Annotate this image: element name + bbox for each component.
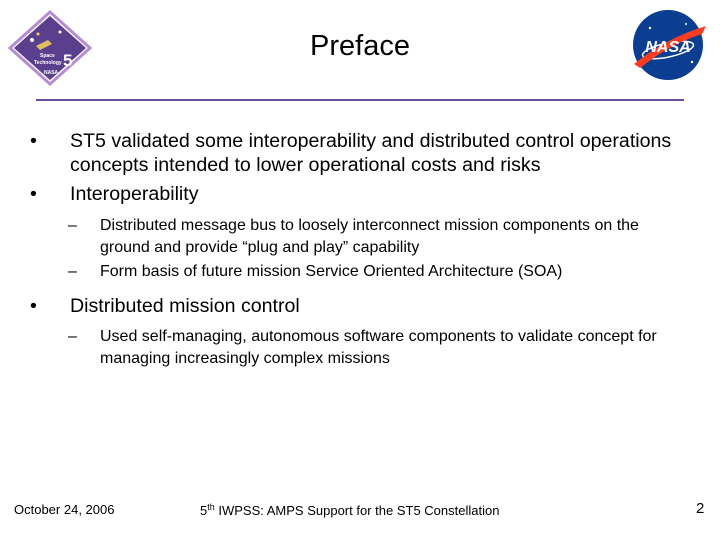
- nasa-logo: [626, 8, 710, 82]
- sub-bullet-mark: –: [68, 328, 77, 345]
- footer-conference: [200, 502, 499, 518]
- page-number: 2: [696, 500, 705, 517]
- sub-bullet-text: Distributed message bus to loosely interconnect mission components on the ground and provide “plug and play” capability: [100, 216, 639, 256]
- footer-conf-rest: IWPSS: AMPS Support for the ST5 Constellation: [214, 503, 500, 518]
- footer-conf-prefix: 5: [200, 503, 208, 518]
- sub-bullet-item: [30, 326, 690, 370]
- title-divider: [36, 99, 684, 101]
- bullet-text: Distributed mission control: [70, 294, 300, 317]
- nasa-logo-text: NASA: [645, 39, 691, 56]
- st5-logo-number: 5: [63, 51, 73, 70]
- bullet-mark: •: [30, 183, 37, 205]
- sub-bullet-item: [30, 261, 690, 283]
- st5-logo-line1: Space: [40, 53, 55, 59]
- bullet-text: ST5 validated some interoperability and distributed control operations concepts intended to lower operational costs and risks: [70, 130, 672, 176]
- bullet-text: Interoperability: [70, 183, 199, 205]
- sub-bullet-mark: –: [68, 262, 77, 280]
- st5-logo-agency: NASA: [44, 70, 59, 76]
- sub-bullet-text: Form basis of future mission Service Oriented Architecture (SOA): [100, 262, 563, 280]
- bullet-item: [30, 183, 690, 207]
- slide-title: Preface: [310, 30, 410, 62]
- sub-bullet-item: [30, 215, 690, 259]
- st5-logo-line2: Technology: [34, 60, 62, 66]
- slide-body: [30, 130, 690, 370]
- footer-conf-superscript: th: [207, 502, 215, 512]
- bullet-mark: •: [30, 130, 37, 152]
- sub-bullet-mark: –: [68, 216, 77, 234]
- footer-date: October 24, 2006: [14, 502, 115, 517]
- bullet-item: [30, 295, 690, 319]
- bullet-item: [30, 130, 690, 177]
- sub-bullet-text: Used self-managing, autonomous software components to validate concept for managing increasingly complex missions: [100, 328, 657, 367]
- bullet-mark: •: [30, 294, 37, 317]
